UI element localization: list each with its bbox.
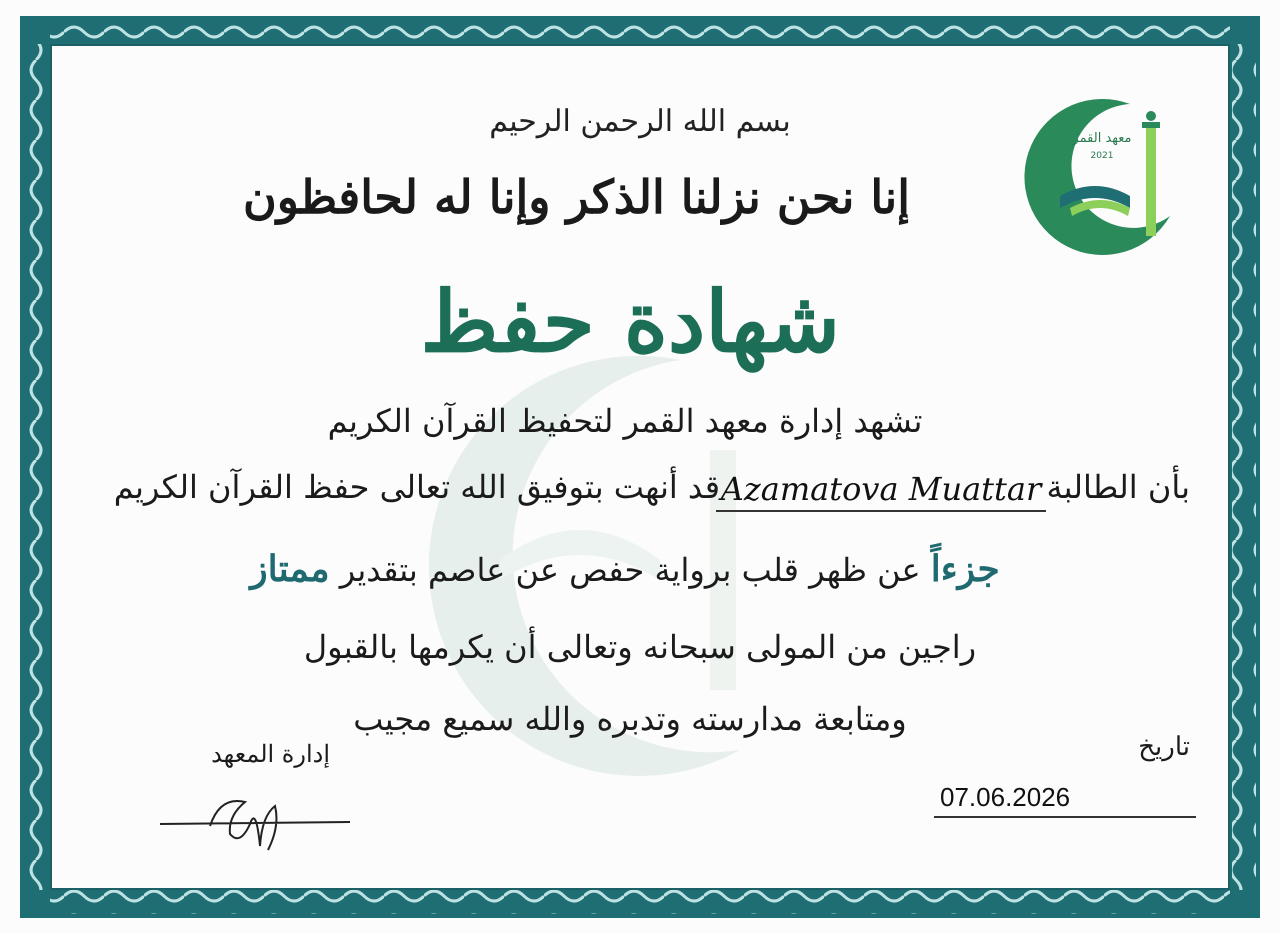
statement-line-2-end: قد أنهت بتوفيق الله تعالى حفظ القرآن الكريم xyxy=(113,468,720,506)
statement-line-3-middle: عن ظهر قلب برواية حفص عن عاصم بتقدير xyxy=(339,551,921,589)
statement-line-2-start: بأن الطالبة xyxy=(1046,468,1190,506)
logo-year: 2021 xyxy=(1090,151,1114,161)
admin-label: إدارة المعهد xyxy=(211,740,330,768)
statement-line-4: راجين من المولى سبحانه وتعالى أن يكرمها بالقبول xyxy=(303,628,977,666)
statement-line-1: تشهد إدارة معهد القمر لتحفيظ القرآن الكريم xyxy=(327,402,923,440)
logo-name: معهد القمر xyxy=(1072,131,1132,146)
statement-line-5: ومتابعة مدارسته وتدبره والله سميع مجيب xyxy=(353,700,907,738)
student-name-underline xyxy=(716,510,1046,512)
date-underline xyxy=(934,816,1196,818)
grade-highlight: ممتاز xyxy=(250,548,330,590)
date-value: 07.06.2026 xyxy=(940,782,1071,812)
quran-verse: إنا نحن نزلنا الذكر وإنا له لحافظون xyxy=(243,170,910,224)
institute-logo xyxy=(1020,96,1180,256)
basmala: بسم الله الرحمن الرحيم xyxy=(489,104,791,139)
student-name: Azamatova Muattar xyxy=(720,470,1042,508)
juz-highlight: جزءاً xyxy=(930,548,1000,590)
date-label: تاريخ xyxy=(1138,732,1190,762)
statement-line-3 xyxy=(180,548,1070,590)
signature-image xyxy=(150,776,370,856)
certificate-title: شهادة حفظ xyxy=(420,272,840,371)
